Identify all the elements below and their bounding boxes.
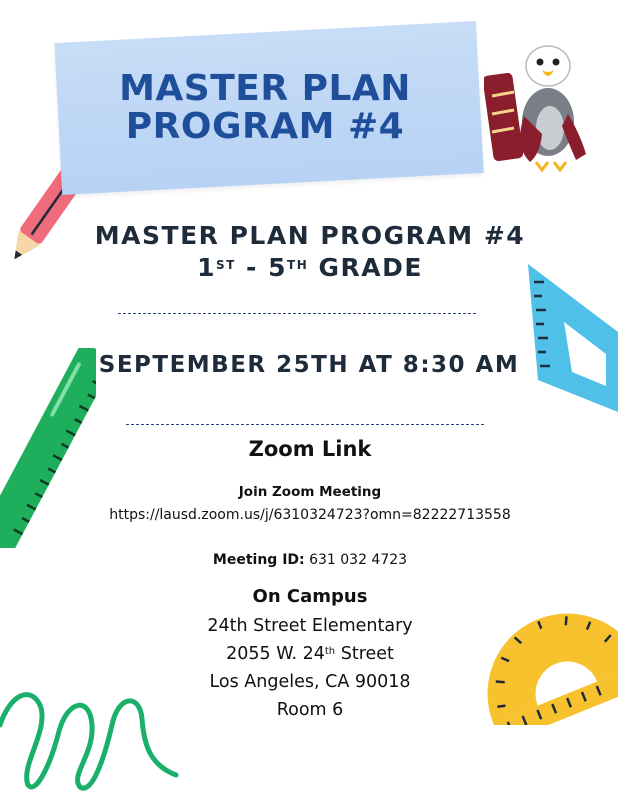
banner-title [95,70,435,146]
set-square-icon [524,262,618,412]
street-address: 2055 W. 24th Street [226,644,394,664]
banner-title-line1: MASTER PLAN [119,68,411,109]
meeting-id [150,552,470,568]
meeting-id-label: Meeting ID: [212,552,305,568]
program-subtitle [60,220,560,284]
banner-title-line2: PROGRAM #4 [125,106,405,147]
program-name: MASTER PLAN PROGRAM #4 [94,221,526,250]
school-name: 24th Street Elementary [207,616,413,636]
protractor-icon [470,585,618,725]
campus-address [130,612,490,724]
room-number: Room 6 [276,700,344,720]
spring-squiggle-icon [0,655,180,795]
join-zoom-label: Join Zoom Meeting [238,484,382,500]
meeting-id-value: 631 032 4723 [304,552,408,568]
zoom-heading: Zoom Link [248,437,372,461]
grade-range: 1ST - 5TH GRADE [197,253,423,282]
campus-heading: On Campus [252,586,368,607]
city-line: Los Angeles, CA 90018 [209,672,411,692]
divider-bottom [126,424,484,425]
eagle-mascot [484,36,600,176]
event-date-time: SEPTEMBER 25TH AT 8:30 AM [98,352,520,378]
zoom-url-link[interactable]: https://lausd.zoom.us/j/6310324723?omn=82222713558 [109,507,511,523]
divider-top [118,313,476,314]
